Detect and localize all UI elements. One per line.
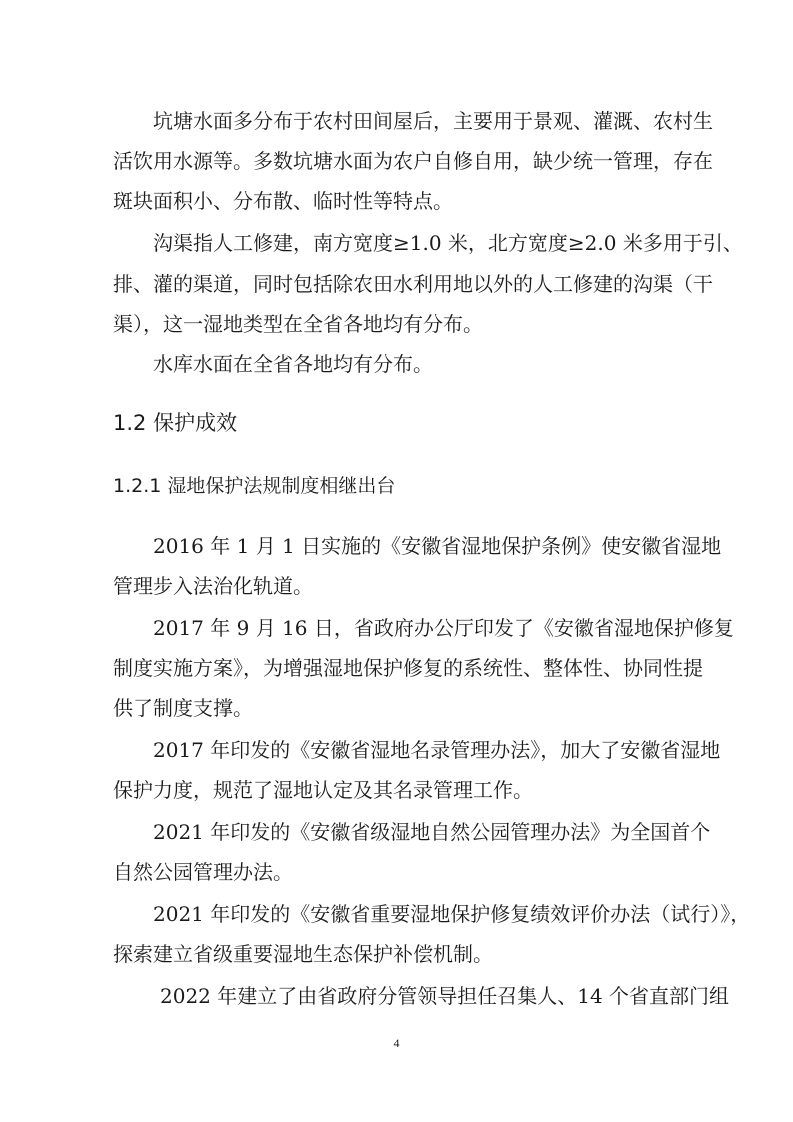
paragraph-line: 自然公园管理办法。 xyxy=(113,860,293,884)
paragraph-line: 管理步入法治化轨道。 xyxy=(113,574,313,598)
section-heading: 1.2 保护成效 xyxy=(113,411,238,435)
paragraph-line: 探索建立省级重要湿地生态保护补偿机制。 xyxy=(113,942,493,966)
paragraph-line: 沟渠指人工修建，南方宽度≥1.0 米，北方宽度≥2.0 米多用于引、 xyxy=(153,231,743,255)
paragraph-line: 活饮用水源等。多数坑塘水面为农户自修自用，缺少统一管理，存在 xyxy=(113,149,713,173)
paragraph-line: 制度实施方案》，为增强湿地保护修复的系统性、整体性、协同性提 xyxy=(113,656,703,680)
paragraph-line: 2021 年印发的《安徽省重要湿地保护修复绩效评价办法（试行）》， xyxy=(153,902,751,926)
paragraph-line: 2017 年印发的《安徽省湿地名录管理办法》，加大了安徽省湿地 xyxy=(153,738,721,762)
paragraph-line: 渠），这一湿地类型在全省各地均有分布。 xyxy=(113,312,483,336)
paragraph-line: 水库水面在全省各地均有分布。 xyxy=(153,352,433,376)
paragraph-line: 2017 年 9 月 16 日，省政府办公厅印发了《安徽省湿地保护修复 xyxy=(153,616,734,640)
paragraph-line: 2016 年 1 月 1 日实施的《安徽省湿地保护条例》使安徽省湿地 xyxy=(153,534,722,558)
paragraph-line: 坑塘水面多分布于农村田间屋后，主要用于景观、灌溉、农村生 xyxy=(153,109,713,133)
subsection-heading: 1.2.1 湿地保护法规制度相继出台 xyxy=(113,475,396,497)
paragraph-line: 2021 年印发的《安徽省级湿地自然公园管理办法》为全国首个 xyxy=(153,820,711,844)
paragraph-line: 2022 年建立了由省政府分管领导担任召集人、14 个省直部门组 xyxy=(160,984,730,1008)
page-number: 4 xyxy=(393,1036,400,1050)
paragraph-line: 斑块面积小、分布散、临时性等特点。 xyxy=(113,189,453,213)
paragraph-line: 排、灌的渠道，同时包括除农田水利用地以外的人工修建的沟渠（干 xyxy=(113,272,713,296)
paragraph-line: 保护力度，规范了湿地认定及其名录管理工作。 xyxy=(113,778,533,802)
paragraph-line: 供了制度支撑。 xyxy=(113,696,253,720)
